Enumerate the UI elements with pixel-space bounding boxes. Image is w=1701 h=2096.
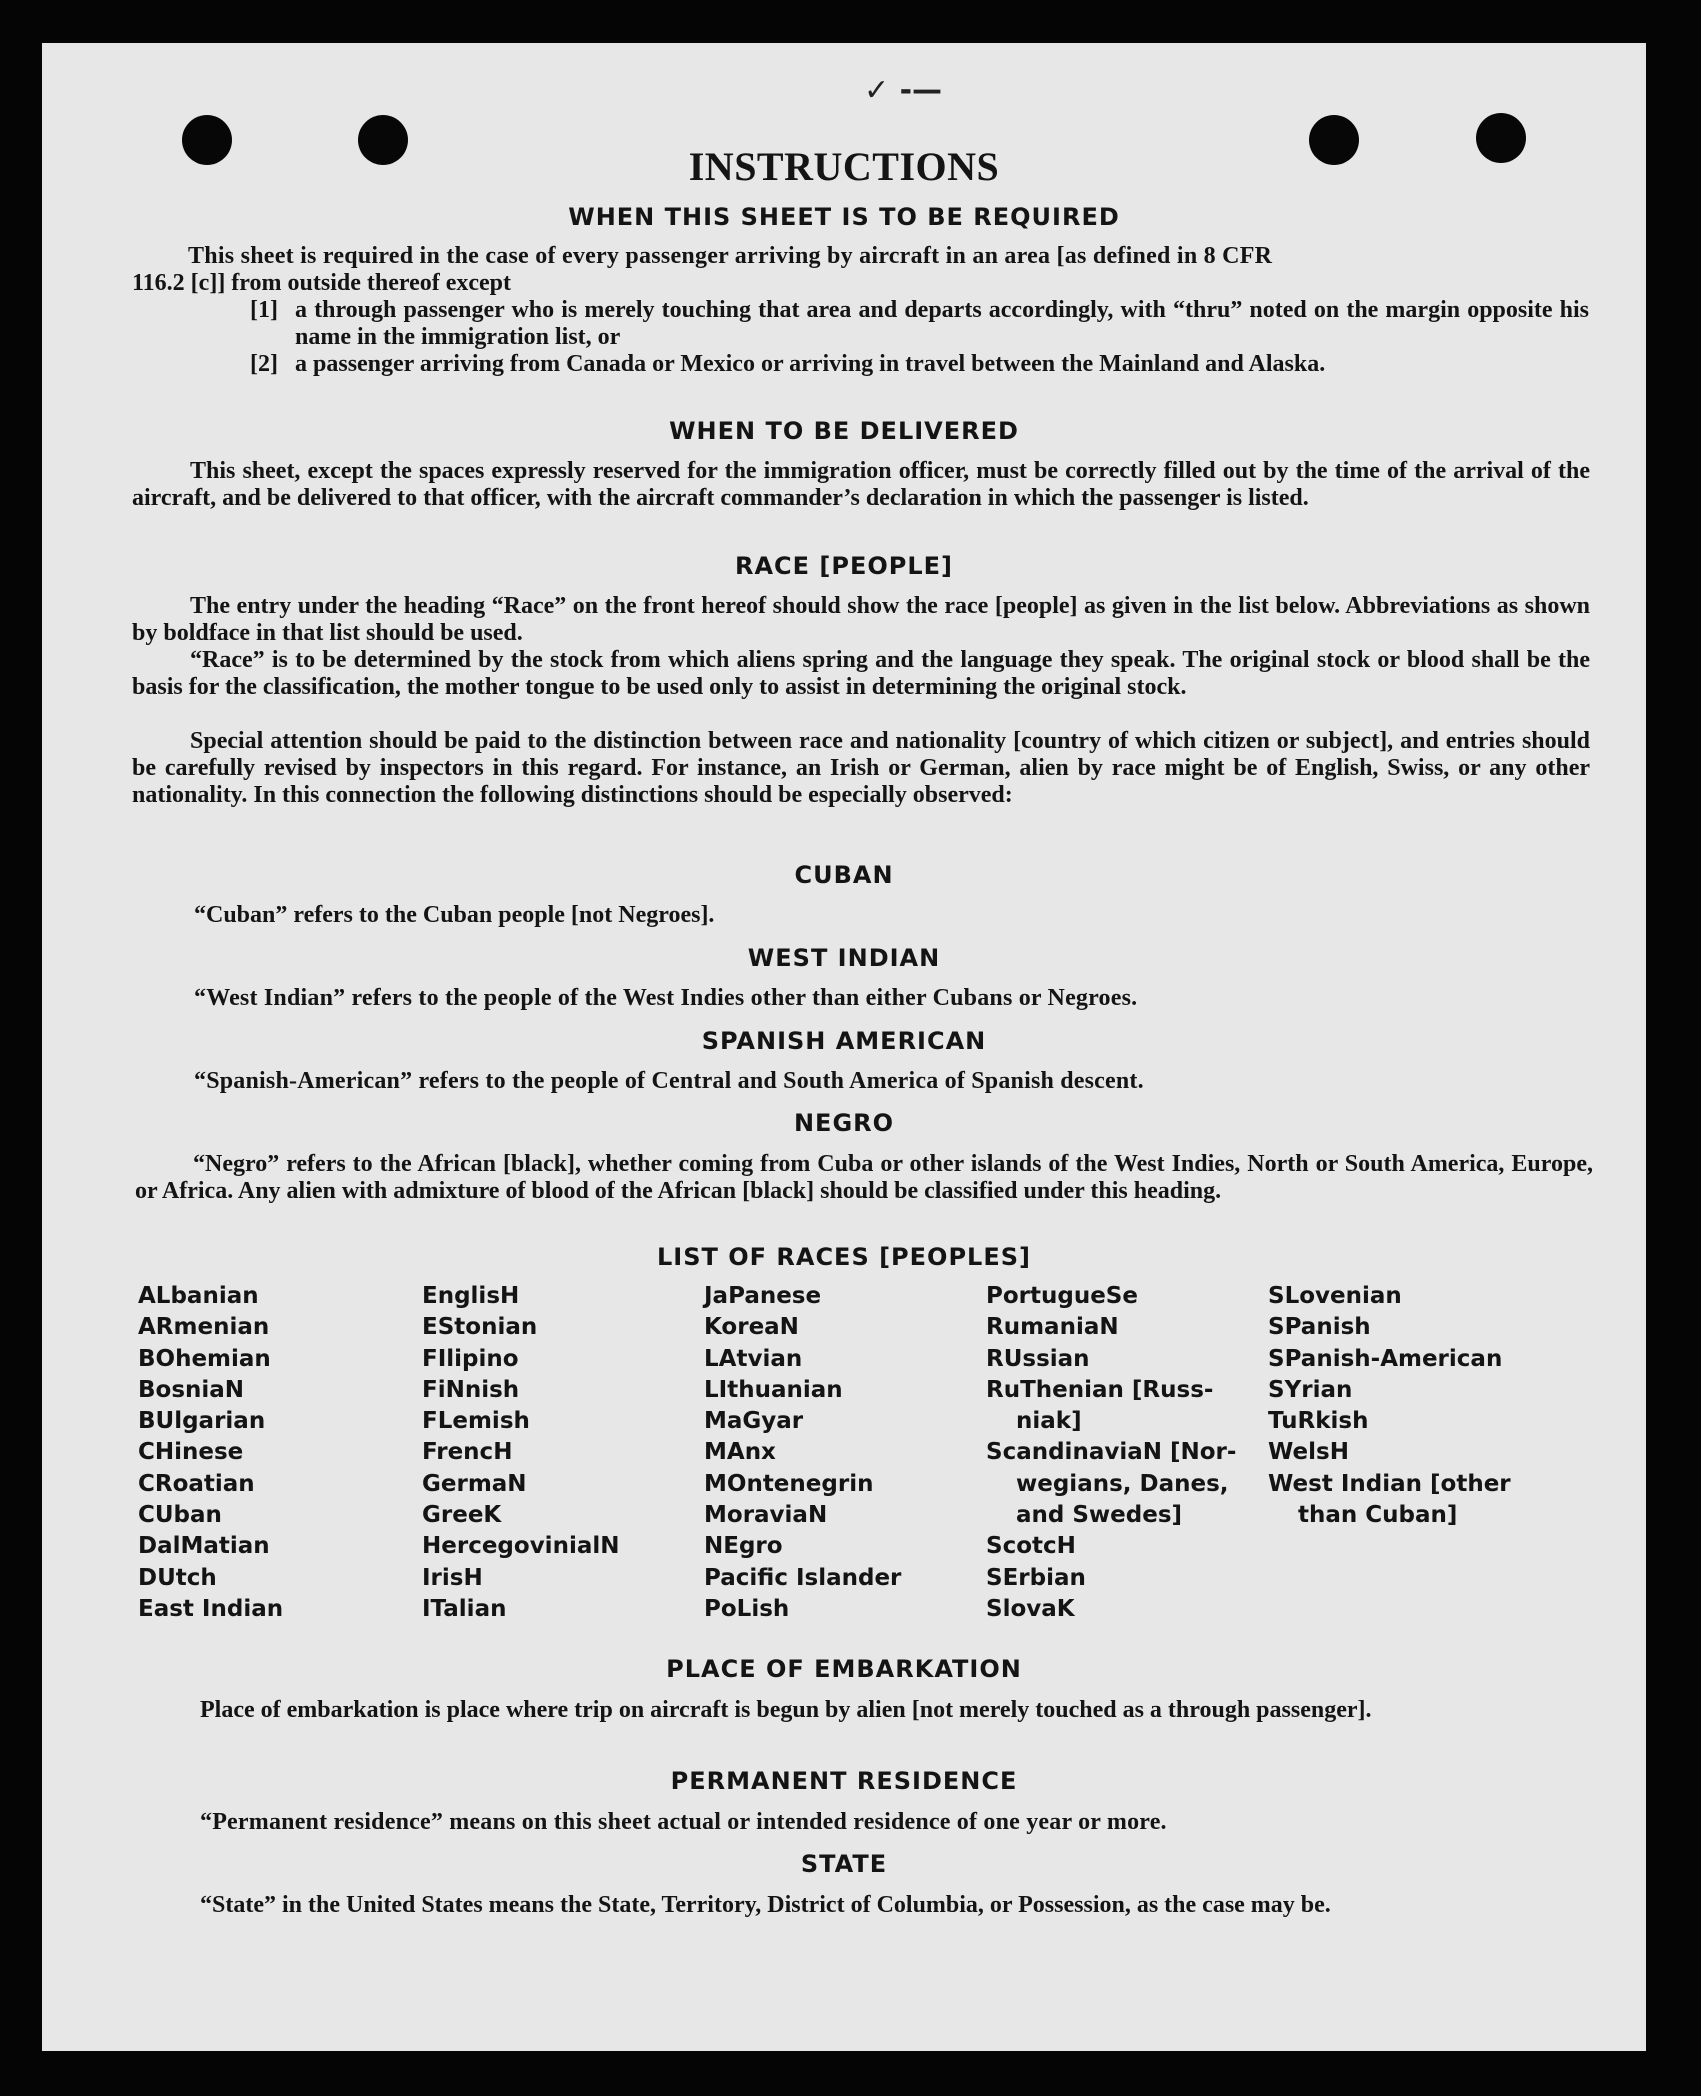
section-title-delivered: WHEN TO BE DELIVERED: [669, 417, 1019, 445]
race-item: WelsH: [1268, 1439, 1349, 1466]
race-list-column-1: [138, 1281, 420, 1625]
race-item: PoLish: [704, 1595, 790, 1622]
race-item: GreeK: [422, 1502, 502, 1529]
race-item: BosniaN: [138, 1376, 245, 1403]
cuban-text: “Cuban” refers to the Cuban people [not Negroes].: [194, 902, 715, 928]
section-title-required: WHEN THIS SHEET IS TO BE REQUIRED: [568, 203, 1120, 231]
required-item1-text: a through passenger who is merely touching that area and departs accordingly, with “thru” noted on the margin opposite his name in the immigration list, or: [295, 297, 1589, 350]
race-item: NEgro: [704, 1533, 783, 1560]
race-item: West Indian [other: [1268, 1470, 1511, 1497]
required-intro-line2: 116.2 [c]] from outside thereof except: [132, 270, 512, 296]
permanent-residence-text: “Permanent residence” means on this sheet actual or intended residence of one year or more.: [200, 1809, 1167, 1835]
race-item: Pacific Islander: [704, 1564, 902, 1591]
delivered-text: This sheet, except the spaces expressly reserved for the immigration officer, must be correctly filled out by the time of the arrival of the aircraft, and be delivered to that officer, with the aircraft commander’s declaration in which the passenger is listed.: [132, 458, 1590, 511]
race-item: ITalian: [422, 1595, 507, 1622]
race-item: KoreaN: [704, 1314, 799, 1341]
race-item: SLovenian: [1268, 1283, 1402, 1309]
race-item: HercegovinialN: [422, 1533, 620, 1560]
race-item: TuRkish: [1268, 1408, 1369, 1435]
race-list-column-3: [704, 1281, 986, 1625]
race-item: ScotcH: [986, 1533, 1076, 1560]
spanish-american-text: “Spanish-American” refers to the people of Central and South America of Spanish descent.: [194, 1068, 1144, 1094]
west-indian-text: “West Indian” refers to the people of the West Indies other than either Cubans or Negroes.: [194, 985, 1138, 1011]
race-item: PortugueSe: [986, 1283, 1138, 1309]
race-item: MAnx: [704, 1439, 776, 1466]
race-item: RumaniaN: [986, 1314, 1119, 1341]
document-sheet: [42, 43, 1646, 2051]
race-item-continued: wegians, Danes,: [1016, 1470, 1229, 1497]
race-item: EnglisH: [422, 1283, 520, 1309]
race-item: SPanish-American: [1268, 1345, 1503, 1372]
race-item-continued: niak]: [1016, 1408, 1082, 1435]
race-item: MOntenegrin: [704, 1470, 874, 1497]
race-item: LIthuanian: [704, 1376, 843, 1403]
race-paragraph-2: “Race” is to be determined by the stock from which aliens spring and the language they speak. The original stock or blood shall be the basis for the classification, the mother tongue to be used only to assist in determining the original stock.: [132, 647, 1590, 700]
race-item: IrisH: [422, 1564, 483, 1591]
race-item: ARmenian: [138, 1314, 270, 1341]
race-item: RuThenian [Russ-: [986, 1376, 1214, 1403]
race-paragraph-1: The entry under the heading “Race” on the front hereof should show the race [people] as given in the list below. Abbreviations as shown by boldface in that list should be used.: [132, 593, 1590, 646]
section-title-spanish-american: SPANISH AMERICAN: [701, 1027, 987, 1055]
race-item: DalMatian: [138, 1533, 270, 1560]
race-list-column-2: [422, 1281, 704, 1625]
section-title-embarkation: PLACE OF EMBARKATION: [666, 1655, 1022, 1683]
race-item: SPanish: [1268, 1314, 1371, 1341]
required-intro-line1: This sheet is required in the case of every passenger arriving by aircraft in an area [as defined in 8 CFR: [188, 243, 1273, 269]
section-title-west-indian: WEST INDIAN: [747, 944, 941, 972]
embarkation-text: Place of embarkation is place where trip on aircraft is begun by alien [not merely touched as a through passenger].: [200, 1697, 1372, 1723]
state-text: “State” in the United States means the State, Territory, District of Columbia, or Possession, as the case may be.: [200, 1892, 1331, 1918]
required-item1-number: [1]: [250, 297, 278, 323]
race-item: EStonian: [422, 1314, 538, 1341]
race-item: MoraviaN: [704, 1502, 828, 1529]
race-item: ScandinaviaN [Nor-: [986, 1439, 1237, 1466]
race-item: RUssian: [986, 1345, 1090, 1372]
handwritten-mark: ✓ -—: [864, 73, 943, 108]
race-item: BUlgarian: [138, 1408, 266, 1435]
section-title-cuban: CUBAN: [794, 861, 894, 889]
race-item: SYrian: [1268, 1376, 1353, 1403]
race-item: SErbian: [986, 1564, 1086, 1591]
race-item: ALbanian: [138, 1283, 259, 1309]
race-item: FIlipino: [422, 1345, 519, 1372]
race-item: FLemish: [422, 1408, 530, 1435]
race-list-column-5: [1268, 1281, 1550, 1531]
race-item: BOhemian: [138, 1345, 271, 1372]
negro-text: “Negro” refers to the African [black], whether coming from Cuba or other islands of the West Indies, North or South America, Europe, or Africa. Any alien with admixture of blood of the African [black] should be classified under this heading.: [135, 1151, 1593, 1204]
page-title: INSTRUCTIONS: [688, 144, 1000, 189]
race-item: MaGyar: [704, 1408, 804, 1435]
section-title-negro: NEGRO: [793, 1109, 895, 1137]
required-item2-text: a passenger arriving from Canada or Mexico or arriving in travel between the Mainland and Alaska.: [295, 351, 1326, 377]
race-item: SlovaK: [986, 1595, 1075, 1622]
race-item: East Indian: [138, 1595, 284, 1622]
race-item: LAtvian: [704, 1345, 803, 1372]
required-item2-number: [2]: [250, 351, 278, 377]
race-item: CRoatian: [138, 1470, 255, 1497]
section-title-state: STATE: [800, 1850, 888, 1878]
race-item: CUban: [138, 1502, 222, 1529]
race-item-continued: and Swedes]: [1016, 1502, 1183, 1529]
race-paragraph-3: Special attention should be paid to the distinction between race and nationality [country of which citizen or subject], and entries should be carefully revised by inspectors in this regard. For instance, an Irish or German, alien by race might be of English, Swiss, or any other nationality. In this connection the following distinctions should be especially observed:: [132, 728, 1590, 808]
section-title-permanent-residence: PERMANENT RESIDENCE: [670, 1767, 1018, 1795]
section-title-race: RACE [PEOPLE]: [734, 552, 954, 580]
race-item: DUtch: [138, 1564, 217, 1591]
race-item: CHinese: [138, 1439, 244, 1466]
race-item: FiNnish: [422, 1376, 520, 1403]
race-item: FrencH: [422, 1439, 513, 1466]
race-item-continued: than Cuban]: [1298, 1502, 1458, 1529]
race-list-column-4: [986, 1281, 1268, 1625]
section-title-list-of-races: LIST OF RACES [PEOPLES]: [657, 1243, 1031, 1271]
race-item: GermaN: [422, 1470, 527, 1497]
race-item: JaPanese: [704, 1283, 822, 1309]
